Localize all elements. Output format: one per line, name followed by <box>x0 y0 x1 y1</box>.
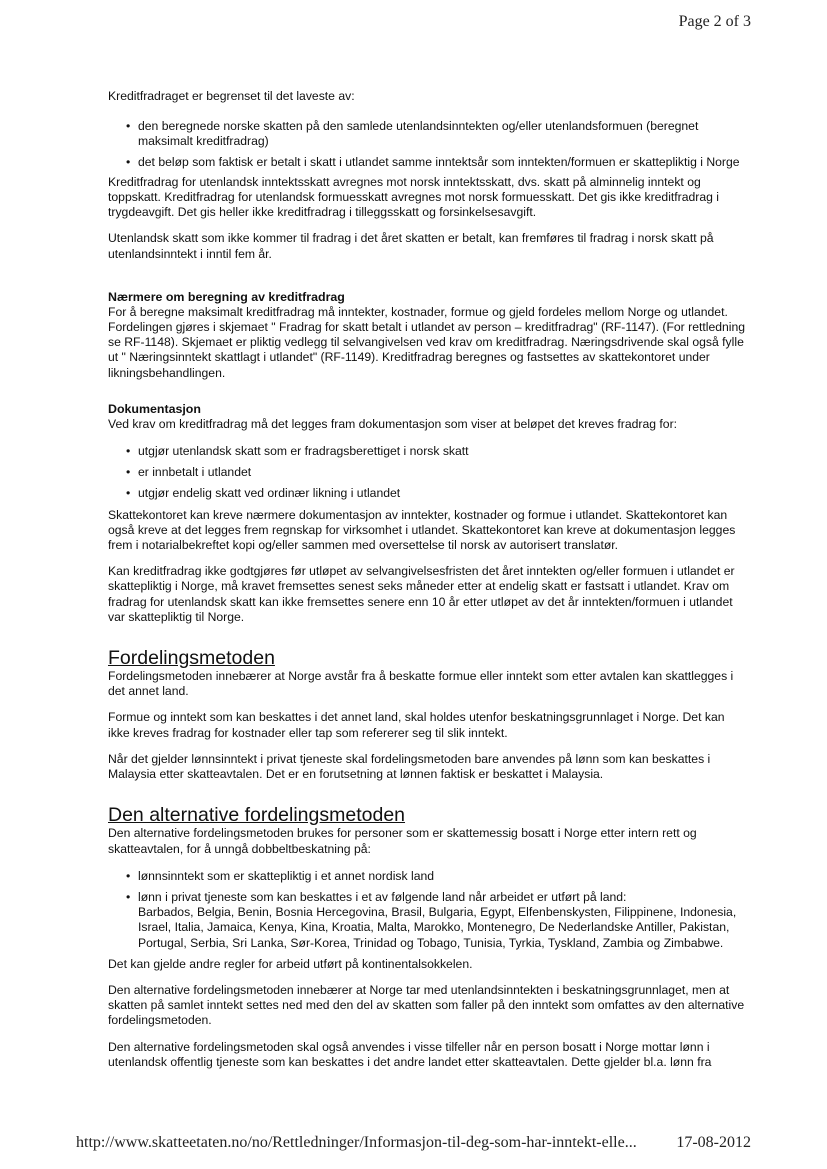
alternative-method-paragraph: Det kan gjelde andre regler for arbeid utført på kontinentalsokkelen. <box>108 956 473 971</box>
footer-url: http://www.skatteetaten.no/no/Rettledninger/Informasjon-til-deg-som-har-inntekt-elle... <box>76 1134 637 1151</box>
list-item: • er innbetalt i utlandet <box>108 465 748 480</box>
list-item: • utgjør utenlandsk skatt som er fradragsberettiget i norsk skatt <box>108 444 748 459</box>
alternative-method-paragraph: Den alternative fordelingsmetoden skal også anvendes i visse tilfeller når en person bosatt i Norge mottar lønn i utenlandsk offentlig tjeneste som kan beskattes i det andre landet etter skatteavtalen. Dette gjelder bl.a. lønn fra <box>108 1039 712 1069</box>
list-item: • det beløp som faktisk er betalt i skatt i utlandet samme inntektsår som inntekten/formuen er skattepliktig i Norge <box>108 155 748 170</box>
alternative-method-paragraph: Den alternative fordelingsmetoden innebærer at Norge tar med utenlandsinntekten i beskatningsgrunnlaget, men at skatten på samlet inntekt settes ned med den del av skatten som faller på den inntekt som omfattes av den alternative fordelingsmetoden. <box>108 982 745 1028</box>
country-list: Barbados, Belgia, Benin, Bosnia Hercegovina, Brasil, Bulgaria, Egypt, Elfenbenskysten, Filippinene, Indonesia, Israel, Italia, Jamaica, Kenya, Kina, Kroatia, Malta, Marokko, Montenegro, De Nederlandske Antiller, Pakistan, Portugal, Serbia, Sri Lanka, Sør-Korea, Trinidad og Tobago, Tunisia, Tyrkia, Tyskland, Zambia og Zimbabwe. <box>138 905 737 950</box>
alternative-method-heading: Den alternative fordelingsmetoden <box>108 804 406 827</box>
alternative-method-list <box>108 869 748 951</box>
carryforward-paragraph: Utenlandsk skatt som ikke kommer til fradrag i det året skatten er betalt, kan fremføres til fradrag i norsk skatt på utenlandsinntekt i inntil fem år. <box>108 231 714 261</box>
documentation-intro: Ved krav om kreditfradrag må det legges fram dokumentasjon som viser at beløpet det kreves fradrag for: <box>108 416 678 431</box>
list-item: • utgjør endelig skatt ved ordinær likning i utlandet <box>108 486 748 501</box>
list-item: • den beregnede norske skatten på den samlede utenlandsinntekten og/eller utenlandsformuen (beregnet maksimalt kreditfradrag) <box>108 119 748 149</box>
fordelingsmetoden-paragraph: Fordelingsmetoden innebærer at Norge avstår fra å beskatte formue eller inntekt som etter avtalen kan skattlegges i det annet land. <box>108 669 734 699</box>
offsetting-paragraph: Kreditfradrag for utenlandsk inntektsskatt avregnes mot norsk inntektsskatt, dvs. skatt på alminnelig inntekt og toppskatt. Kreditfradrag for utenlandsk formuesskatt avregnes mot norsk formuesskatt. Det gis ikke kreditfradrag i trygdeavgift. Det gis heller ikke kreditfradrag i tilleggsskatt og forsinkelsesavgift. <box>108 174 719 220</box>
page-number: Page 2 of 3 <box>678 13 751 30</box>
alternative-method-intro: Den alternative fordelingsmetoden brukes for personer som er skattemessig bosatt i Norge etter intern rett og skatteavtalen, for å unngå dobbeltbeskatning på: <box>108 826 697 856</box>
documentation-heading: Dokumentasjon <box>108 401 201 416</box>
calc-paragraph: For å beregne maksimalt kreditfradrag må inntekter, kostnader, formue og gjeld fordeles mellom Norge og utlandet. Fordelingen gjøres i skjemaet " Fradrag for skatt betalt i utlandet av person – kreditfradrag" (RF-1147). (For rettledning se RF-1148). Skjemaet er pliktig vedlegg til selvangivelsen ved krav om kreditfradrag. Næringsdrivende skal også fylle ut " Næringsinntekt skattlagt i utlandet" (RF-1149). Kreditfradrag beregnes og fastsettes av skattekontoret under likningsbehandlingen. <box>108 304 746 380</box>
fordelingsmetoden-heading: Fordelingsmetoden <box>108 647 275 670</box>
calc-heading: Nærmere om beregning av kreditfradrag <box>108 289 345 304</box>
documentation-paragraph: Skattekontoret kan kreve nærmere dokumentasjon av inntekter, kostnader og formue i utlandet. Skattekontoret kan også kreve at det legges frem regnskap for virksomhet i utlandet. Skattekontoret kan kreve at dokumentasjon legges frem i notarialbekreftet kopi og/eller sammen med oversettelse til norsk av autorisert translatør. <box>108 507 736 553</box>
list-item <box>108 890 748 951</box>
list-item: • lønnsinntekt som er skattepliktig i et annet nordisk land <box>108 869 748 884</box>
document-body <box>108 89 748 1070</box>
fordelingsmetoden-paragraph: Formue og inntekt som kan beskattes i det annet land, skal holdes utenfor beskatningsgrunnlaget i Norge. Det kan ikke kreves fradrag for kostnader eller tap som refererer seg til slik inntekt. <box>108 710 725 740</box>
footer-date: 17-08-2012 <box>676 1134 751 1151</box>
documentation-list <box>108 444 748 502</box>
limits-list <box>108 119 748 170</box>
intro-paragraph: Kreditfradraget er begrenset til det laveste av: <box>108 89 355 103</box>
documentation-paragraph: Kan kreditfradrag ikke godtgjøres før utløpet av selvangivelsesfristen det året inntekten og/eller formuen i utlandet er skattepliktig i Norge, må kravet fremsettes senest seks måneder etter at endelig skatt er fastsatt i utlandet. Krav om fradrag for utenlandsk skatt kan ikke fremsettes senere enn 10 år etter utløpet av det år inntekten/formuen i utlandet var skattepliktig til Norge. <box>108 564 735 624</box>
fordelingsmetoden-paragraph: Når det gjelder lønnsinntekt i privat tjeneste skal fordelingsmetoden bare anvendes på lønn som kan beskattes i Malaysia etter skatteavtalen. Det er en forutsetning at lønnen faktisk er beskattet i Malaysia. <box>108 751 711 782</box>
list-item-lead: lønn i privat tjeneste som kan beskattes i et av følgende land når arbeidet er utført på land: <box>138 889 627 904</box>
